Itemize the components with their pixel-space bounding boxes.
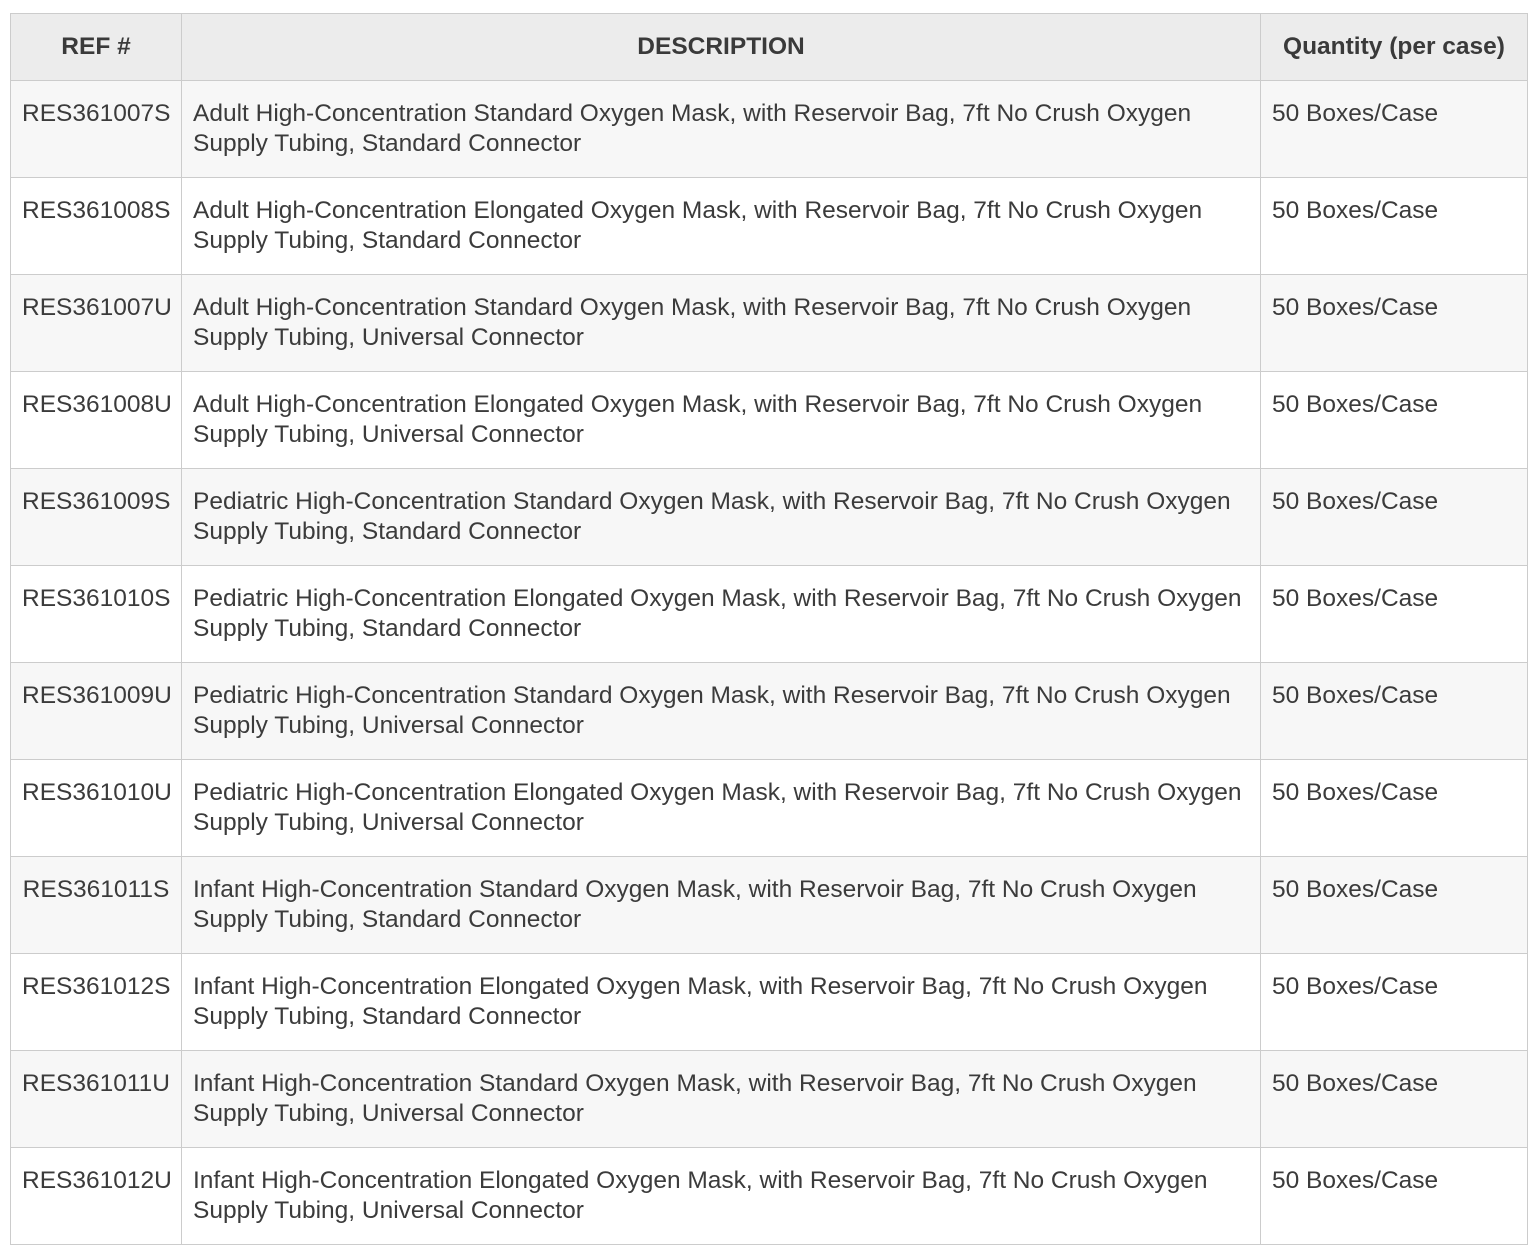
ref-cell: RES361007U [11, 275, 182, 372]
quantity-cell: 50 Boxes/Case [1261, 566, 1528, 663]
description-cell: Infant High-Concentration Elongated Oxygen Mask, with Reservoir Bag, 7ft No Crush Oxygen Supply Tubing, Standard Connector [182, 954, 1261, 1051]
table-row [11, 857, 1528, 954]
table-row [11, 760, 1528, 857]
ref-cell: RES361011U [11, 1051, 182, 1148]
quantity-cell: 50 Boxes/Case [1261, 275, 1528, 372]
quantity-cell: 50 Boxes/Case [1261, 663, 1528, 760]
quantity-cell: 50 Boxes/Case [1261, 760, 1528, 857]
table-row [11, 954, 1528, 1051]
table-row [11, 1051, 1528, 1148]
description-cell: Pediatric High-Concentration Elongated Oxygen Mask, with Reservoir Bag, 7ft No Crush Oxygen Supply Tubing, Universal Connector [182, 760, 1261, 857]
description-cell: Infant High-Concentration Standard Oxygen Mask, with Reservoir Bag, 7ft No Crush Oxygen Supply Tubing, Standard Connector [182, 857, 1261, 954]
quantity-cell: 50 Boxes/Case [1261, 372, 1528, 469]
table-row [11, 663, 1528, 760]
column-header-description: DESCRIPTION [182, 14, 1261, 81]
ref-cell: RES361009U [11, 663, 182, 760]
ref-cell: RES361011S [11, 857, 182, 954]
column-header-ref: REF # [11, 14, 182, 81]
ref-cell: RES361009S [11, 469, 182, 566]
product-spec-table [10, 13, 1528, 1245]
description-cell: Adult High-Concentration Elongated Oxygen Mask, with Reservoir Bag, 7ft No Crush Oxygen Supply Tubing, Universal Connector [182, 372, 1261, 469]
quantity-cell: 50 Boxes/Case [1261, 857, 1528, 954]
description-cell: Infant High-Concentration Standard Oxygen Mask, with Reservoir Bag, 7ft No Crush Oxygen Supply Tubing, Universal Connector [182, 1051, 1261, 1148]
ref-cell: RES361008S [11, 178, 182, 275]
quantity-cell: 50 Boxes/Case [1261, 1148, 1528, 1245]
table-row [11, 178, 1528, 275]
description-cell: Adult High-Concentration Standard Oxygen Mask, with Reservoir Bag, 7ft No Crush Oxygen Supply Tubing, Universal Connector [182, 275, 1261, 372]
ref-cell: RES361010U [11, 760, 182, 857]
quantity-cell: 50 Boxes/Case [1261, 178, 1528, 275]
table-row [11, 81, 1528, 178]
quantity-cell: 50 Boxes/Case [1261, 1051, 1528, 1148]
ref-cell: RES361008U [11, 372, 182, 469]
table-row [11, 372, 1528, 469]
ref-cell: RES361012U [11, 1148, 182, 1245]
quantity-cell: 50 Boxes/Case [1261, 954, 1528, 1051]
description-cell: Infant High-Concentration Elongated Oxygen Mask, with Reservoir Bag, 7ft No Crush Oxygen Supply Tubing, Universal Connector [182, 1148, 1261, 1245]
ref-cell: RES361010S [11, 566, 182, 663]
description-cell: Pediatric High-Concentration Elongated Oxygen Mask, with Reservoir Bag, 7ft No Crush Oxygen Supply Tubing, Standard Connector [182, 566, 1261, 663]
ref-cell: RES361007S [11, 81, 182, 178]
quantity-cell: 50 Boxes/Case [1261, 81, 1528, 178]
table-row [11, 1148, 1528, 1245]
table-row [11, 469, 1528, 566]
description-cell: Adult High-Concentration Standard Oxygen Mask, with Reservoir Bag, 7ft No Crush Oxygen Supply Tubing, Standard Connector [182, 81, 1261, 178]
table-row [11, 275, 1528, 372]
quantity-cell: 50 Boxes/Case [1261, 469, 1528, 566]
description-cell: Adult High-Concentration Elongated Oxygen Mask, with Reservoir Bag, 7ft No Crush Oxygen Supply Tubing, Standard Connector [182, 178, 1261, 275]
description-cell: Pediatric High-Concentration Standard Oxygen Mask, with Reservoir Bag, 7ft No Crush Oxygen Supply Tubing, Standard Connector [182, 469, 1261, 566]
header-row [11, 14, 1528, 81]
table-row [11, 566, 1528, 663]
description-cell: Pediatric High-Concentration Standard Oxygen Mask, with Reservoir Bag, 7ft No Crush Oxygen Supply Tubing, Universal Connector [182, 663, 1261, 760]
ref-cell: RES361012S [11, 954, 182, 1051]
column-header-quantity: Quantity (per case) [1261, 14, 1528, 81]
